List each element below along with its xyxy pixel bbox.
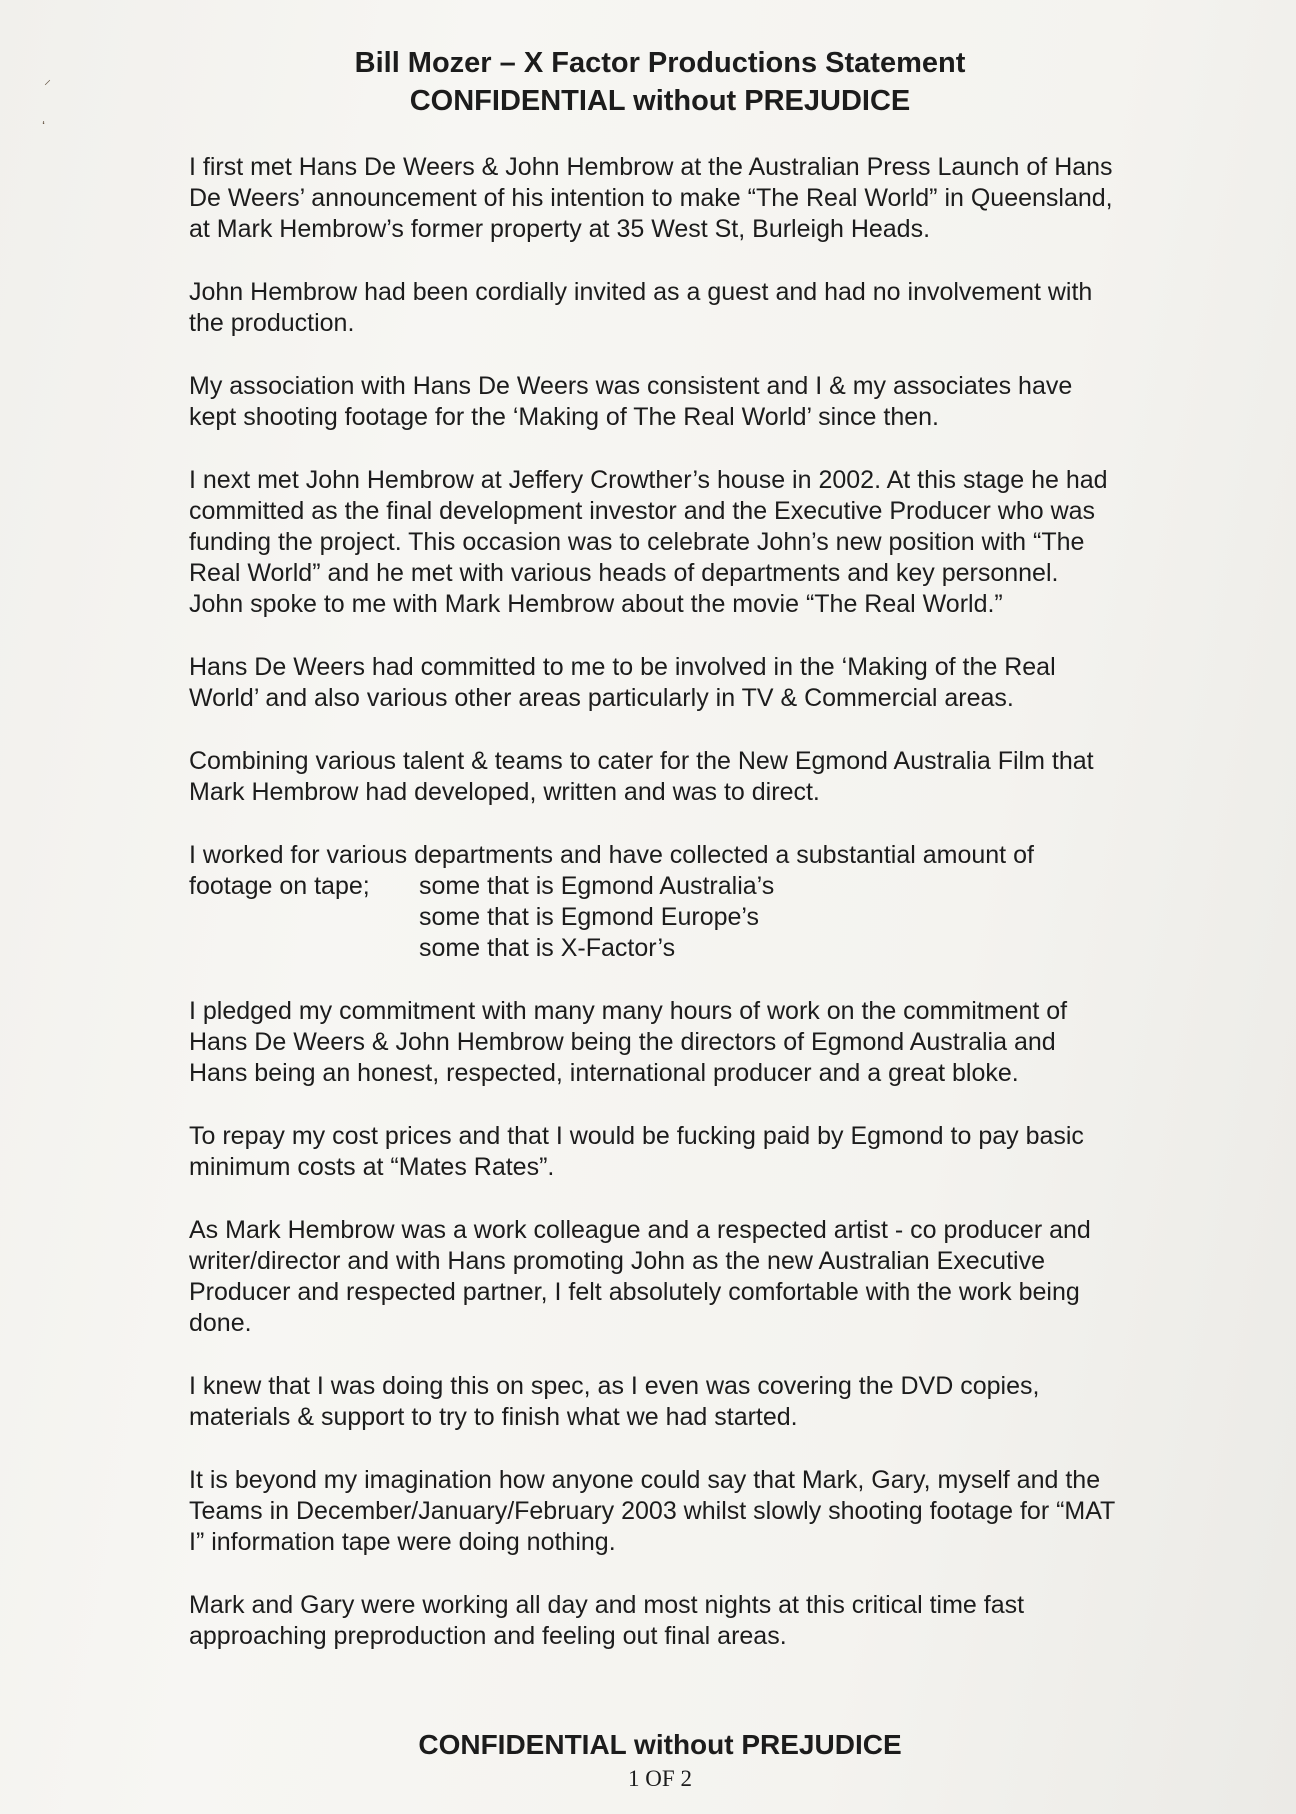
page-number: 1 OF 2 [628,1766,692,1791]
footage-list [189,840,1119,964]
paragraph: Hans De Weers had committed to me to be involved in the ‘Making of the Real World’ and also various other areas particularly in TV & Commercial areas. [189,653,1056,712]
paper-speck: ʻ [42,118,46,134]
paragraph: To repay my cost prices and that I would be fucking paid by Egmond to pay basic minimum costs at “Mates Rates”. [189,1122,1084,1181]
footage-label: footage on tape; [189,872,370,900]
footage-item: some that is Egmond Europe’s [419,903,760,931]
paragraph: John Hembrow had been cordially invited as a guest and had no involvement with the production. [189,278,1093,337]
paragraph: I pledged my commitment with many many hours of work on the commitment of Hans De Weers & John Hembrow being the directors of Egmond Australia and Hans being an honest, respected, international producer and a great bloke. [189,997,1068,1087]
paragraph: I knew that I was doing this on spec, as I even was covering the DVD copies, materials & support to try to finish what we had started. [189,1372,1040,1431]
footage-item: some that is Egmond Australia’s [419,872,775,900]
paragraph: My association with Hans De Weers was consistent and I & my associates have kept shooting footage for the ‘Making of The Real World’ since then. [189,372,1073,431]
paragraph: I next met John Hembrow at Jeffery Crowther’s house in 2002. At this stage he had committed as the final development investor and the Executive Producer who was funding the project. This occasion was to celebrate John’s new position with “The Real World” and he met with various heads of departments and key personnel. John spoke to me with Mark Hembrow about the movie “The Real World.” [189,466,1108,618]
footer-confidential: CONFIDENTIAL without PREJUDICE [418,1729,902,1760]
paragraph: I first met Hans De Weers & John Hembrow at the Australian Press Launch of Hans De Weers’ announcement of his intention to make “The Real World” in Queensland, at Mark Hembrow’s former property at 35 West St, Burleigh Heads. [189,153,1113,243]
footage-intro: I worked for various departments and have collected a substantial amount of [189,841,1034,869]
document-footer [180,1728,1140,1794]
paragraph: Combining various talent & teams to cater for the New Egmond Australia Film that Mark Hembrow had developed, written and was to direct. [189,747,1094,806]
document-header [180,44,1140,120]
paragraph: Mark and Gary were working all day and most nights at this critical time fast approaching preproduction and feeling out final areas. [189,1591,1025,1650]
paragraph: It is beyond my imagination how anyone could say that Mark, Gary, myself and the Teams in December/January/February 2003 whilst slowly shooting footage for “MAT I” information tape were doing nothing. [189,1466,1115,1556]
paragraph: As Mark Hembrow was a work colleague and a respected artist - co producer and writer/director and with Hans promoting John as the new Australian Executive Producer and respected partner, I felt absolutely comfortable with the work being done. [189,1216,1091,1337]
document-title: Bill Mozer – X Factor Productions Statement [354,47,966,79]
document-body [189,152,1119,1684]
confidential-heading: CONFIDENTIAL without PREJUDICE [409,85,911,117]
footage-item: some that is X-Factor’s [419,934,676,962]
paper-speck: ⸝ [44,71,51,87]
